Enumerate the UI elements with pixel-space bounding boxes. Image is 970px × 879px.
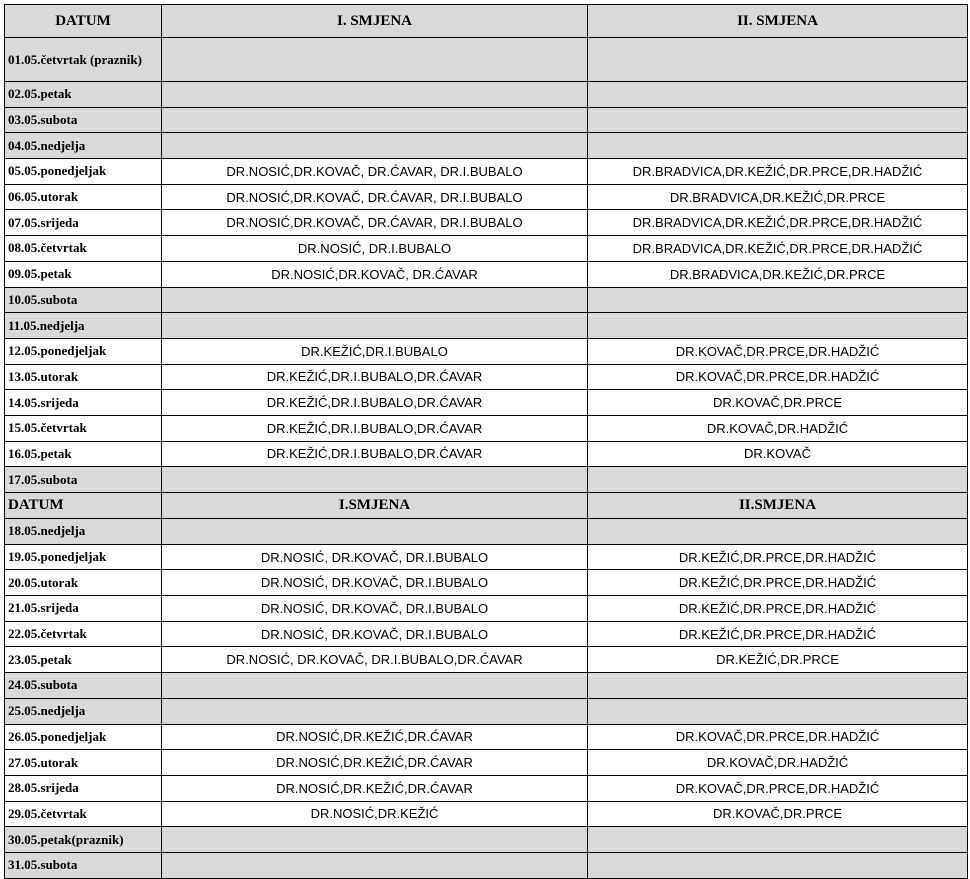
table-row xyxy=(5,698,968,724)
date-cell: 27.05.utorak xyxy=(5,750,162,776)
subheader-shift-2: II.SMJENA xyxy=(588,493,968,519)
date-cell: 08.05.četvrtak xyxy=(5,236,162,262)
shift-1-cell xyxy=(162,852,588,878)
table-row xyxy=(5,519,968,545)
date-cell: 18.05.nedjelja xyxy=(5,519,162,545)
date-cell: 20.05.utorak xyxy=(5,570,162,596)
table-row xyxy=(5,210,968,236)
shift-1-cell: DR.NOSIĆ,DR.KOVAČ, DR.ĆAVAR, DR.I.BUBALO xyxy=(162,184,588,210)
shift-1-cell: DR.NOSIĆ, DR.KOVAČ, DR.I.BUBALO xyxy=(162,544,588,570)
date-cell: 23.05.petak xyxy=(5,647,162,673)
shift-1-cell xyxy=(162,82,588,108)
shift-2-cell: DR.KOVAČ,DR.HADŽIĆ xyxy=(588,415,968,441)
table-row xyxy=(5,852,968,878)
shift-schedule-table xyxy=(4,4,968,879)
shift-1-cell xyxy=(162,827,588,853)
date-cell: 22.05.četvrtak xyxy=(5,621,162,647)
date-cell: 06.05.utorak xyxy=(5,184,162,210)
shift-2-cell: DR.BRADVICA,DR.KEŽIĆ,DR.PRCE,DR.HADŽIĆ xyxy=(588,159,968,185)
shift-1-cell: DR.NOSIĆ,DR.KOVAČ, DR.ĆAVAR xyxy=(162,261,588,287)
shift-1-cell xyxy=(162,698,588,724)
shift-1-cell: DR.KEŽIĆ,DR.I.BUBALO,DR.ĆAVAR xyxy=(162,415,588,441)
shift-1-cell: DR.NOSIĆ,DR.KOVAČ, DR.ĆAVAR, DR.I.BUBALO xyxy=(162,210,588,236)
shift-1-cell xyxy=(162,467,588,493)
shift-2-cell xyxy=(588,673,968,699)
shift-1-cell xyxy=(162,133,588,159)
table-row xyxy=(5,364,968,390)
shift-2-cell: DR.KOVAČ,DR.PRCE,DR.HADŽIĆ xyxy=(588,364,968,390)
shift-2-cell: DR.KOVAČ,DR.PRCE,DR.HADŽIĆ xyxy=(588,775,968,801)
shift-2-cell: DR.KOVAČ,DR.PRCE xyxy=(588,801,968,827)
shift-2-cell: DR.KEŽIĆ,DR.PRCE,DR.HADŽIĆ xyxy=(588,570,968,596)
date-cell: 02.05.petak xyxy=(5,82,162,108)
date-cell: 04.05.nedjelja xyxy=(5,133,162,159)
table-row xyxy=(5,467,968,493)
date-cell: 24.05.subota xyxy=(5,673,162,699)
shift-2-cell: DR.KOVAČ xyxy=(588,441,968,467)
date-cell: 13.05.utorak xyxy=(5,364,162,390)
date-cell: 15.05.četvrtak xyxy=(5,415,162,441)
date-cell: 05.05.ponedjeljak xyxy=(5,159,162,185)
shift-2-cell: DR.BRADVICA,DR.KEŽIĆ,DR.PRCE xyxy=(588,261,968,287)
table-row xyxy=(5,390,968,416)
shift-1-cell: DR.NOSIĆ, DR.KOVAČ, DR.I.BUBALO xyxy=(162,621,588,647)
shift-1-cell: DR.NOSIĆ, DR.I.BUBALO xyxy=(162,236,588,262)
schedule-body xyxy=(5,5,968,879)
shift-2-cell xyxy=(588,827,968,853)
table-row xyxy=(5,570,968,596)
shift-1-cell: DR.NOSIĆ,DR.KEŽIĆ,DR.ĆAVAR xyxy=(162,724,588,750)
shift-2-cell: DR.KOVAČ,DR.PRCE,DR.HADŽIĆ xyxy=(588,724,968,750)
table-row xyxy=(5,287,968,313)
date-cell: 10.05.subota xyxy=(5,287,162,313)
date-cell: 21.05.srijeda xyxy=(5,596,162,622)
shift-1-cell: DR.NOSIĆ, DR.KOVAČ, DR.I.BUBALO xyxy=(162,596,588,622)
shift-2-cell xyxy=(588,82,968,108)
date-cell: 03.05.subota xyxy=(5,107,162,133)
date-cell: 25.05.nedjelja xyxy=(5,698,162,724)
shift-1-cell xyxy=(162,38,588,82)
shift-1-cell xyxy=(162,519,588,545)
table-row xyxy=(5,673,968,699)
shift-2-cell xyxy=(588,519,968,545)
date-cell: 14.05.srijeda xyxy=(5,390,162,416)
shift-1-cell: DR.NOSIĆ,DR.KOVAČ, DR.ĆAVAR, DR.I.BUBALO xyxy=(162,159,588,185)
table-row xyxy=(5,827,968,853)
table-row xyxy=(5,750,968,776)
date-cell: 28.05.srijeda xyxy=(5,775,162,801)
date-cell: 16.05.petak xyxy=(5,441,162,467)
table-row xyxy=(5,338,968,364)
table-row xyxy=(5,82,968,108)
table-row xyxy=(5,621,968,647)
table-row xyxy=(5,801,968,827)
shift-1-cell: DR.KEŽIĆ,DR.I.BUBALO,DR.ĆAVAR xyxy=(162,441,588,467)
date-cell: 29.05.četvrtak xyxy=(5,801,162,827)
table-subheader-row xyxy=(5,493,968,519)
date-cell: 19.05.ponedjeljak xyxy=(5,544,162,570)
table-row xyxy=(5,133,968,159)
shift-2-cell: DR.KOVAČ,DR.PRCE,DR.HADŽIĆ xyxy=(588,338,968,364)
shift-2-cell xyxy=(588,698,968,724)
shift-1-cell: DR.NOSIĆ,DR.KEŽIĆ,DR.ĆAVAR xyxy=(162,750,588,776)
shift-2-cell: DR.KEŽIĆ,DR.PRCE,DR.HADŽIĆ xyxy=(588,621,968,647)
shift-2-cell: DR.KEŽIĆ,DR.PRCE,DR.HADŽIĆ xyxy=(588,596,968,622)
subheader-shift-1: I.SMJENA xyxy=(162,493,588,519)
shift-1-cell xyxy=(162,673,588,699)
date-cell: 30.05.petak(praznik) xyxy=(5,827,162,853)
date-cell: 01.05.četvrtak (praznik) xyxy=(5,38,162,82)
shift-2-cell: DR.BRADVICA,DR.KEŽIĆ,DR.PRCE xyxy=(588,184,968,210)
shift-2-cell xyxy=(588,467,968,493)
shift-1-cell xyxy=(162,287,588,313)
shift-2-cell: DR.KOVAČ,DR.HADŽIĆ xyxy=(588,750,968,776)
table-row xyxy=(5,775,968,801)
table-row xyxy=(5,38,968,82)
shift-2-cell: DR.BRADVICA,DR.KEŽIĆ,DR.PRCE,DR.HADŽIĆ xyxy=(588,210,968,236)
shift-1-cell: DR.NOSIĆ, DR.KOVAČ, DR.I.BUBALO,DR.ĆAVAR xyxy=(162,647,588,673)
header-date: DATUM xyxy=(5,5,162,38)
table-row xyxy=(5,724,968,750)
table-row xyxy=(5,159,968,185)
table-row xyxy=(5,313,968,339)
table-row xyxy=(5,596,968,622)
shift-2-cell: DR.BRADVICA,DR.KEŽIĆ,DR.PRCE,DR.HADŽIĆ xyxy=(588,236,968,262)
table-row xyxy=(5,236,968,262)
shift-2-cell xyxy=(588,287,968,313)
shift-2-cell xyxy=(588,38,968,82)
shift-2-cell xyxy=(588,133,968,159)
table-row xyxy=(5,415,968,441)
table-row xyxy=(5,441,968,467)
date-cell: 07.05.srijeda xyxy=(5,210,162,236)
table-row xyxy=(5,184,968,210)
header-shift-2: II. SMJENA xyxy=(588,5,968,38)
date-cell: 31.05.subota xyxy=(5,852,162,878)
shift-1-cell: DR.KEŽIĆ,DR.I.BUBALO,DR.ĆAVAR xyxy=(162,390,588,416)
date-cell: 11.05.nedjelja xyxy=(5,313,162,339)
shift-1-cell xyxy=(162,313,588,339)
subheader-date: DATUM xyxy=(5,493,162,519)
date-cell: 09.05.petak xyxy=(5,261,162,287)
shift-2-cell: DR.KEŽIĆ,DR.PRCE xyxy=(588,647,968,673)
table-header-row xyxy=(5,5,968,38)
table-row xyxy=(5,107,968,133)
shift-1-cell: DR.NOSIĆ,DR.KEŽIĆ xyxy=(162,801,588,827)
shift-1-cell: DR.KEŽIĆ,DR.I.BUBALO xyxy=(162,338,588,364)
shift-1-cell: DR.KEŽIĆ,DR.I.BUBALO,DR.ĆAVAR xyxy=(162,364,588,390)
date-cell: 17.05.subota xyxy=(5,467,162,493)
shift-2-cell xyxy=(588,852,968,878)
table-row xyxy=(5,261,968,287)
date-cell: 26.05.ponedjeljak xyxy=(5,724,162,750)
shift-2-cell: DR.KEŽIĆ,DR.PRCE,DR.HADŽIĆ xyxy=(588,544,968,570)
table-row xyxy=(5,544,968,570)
shift-2-cell xyxy=(588,313,968,339)
shift-1-cell: DR.NOSIĆ, DR.KOVAČ, DR.I.BUBALO xyxy=(162,570,588,596)
date-cell: 12.05.ponedjeljak xyxy=(5,338,162,364)
header-shift-1: I. SMJENA xyxy=(162,5,588,38)
shift-1-cell xyxy=(162,107,588,133)
shift-2-cell: DR.KOVAČ,DR.PRCE xyxy=(588,390,968,416)
shift-2-cell xyxy=(588,107,968,133)
shift-1-cell: DR.NOSIĆ,DR.KEŽIĆ,DR.ĆAVAR xyxy=(162,775,588,801)
table-row xyxy=(5,647,968,673)
